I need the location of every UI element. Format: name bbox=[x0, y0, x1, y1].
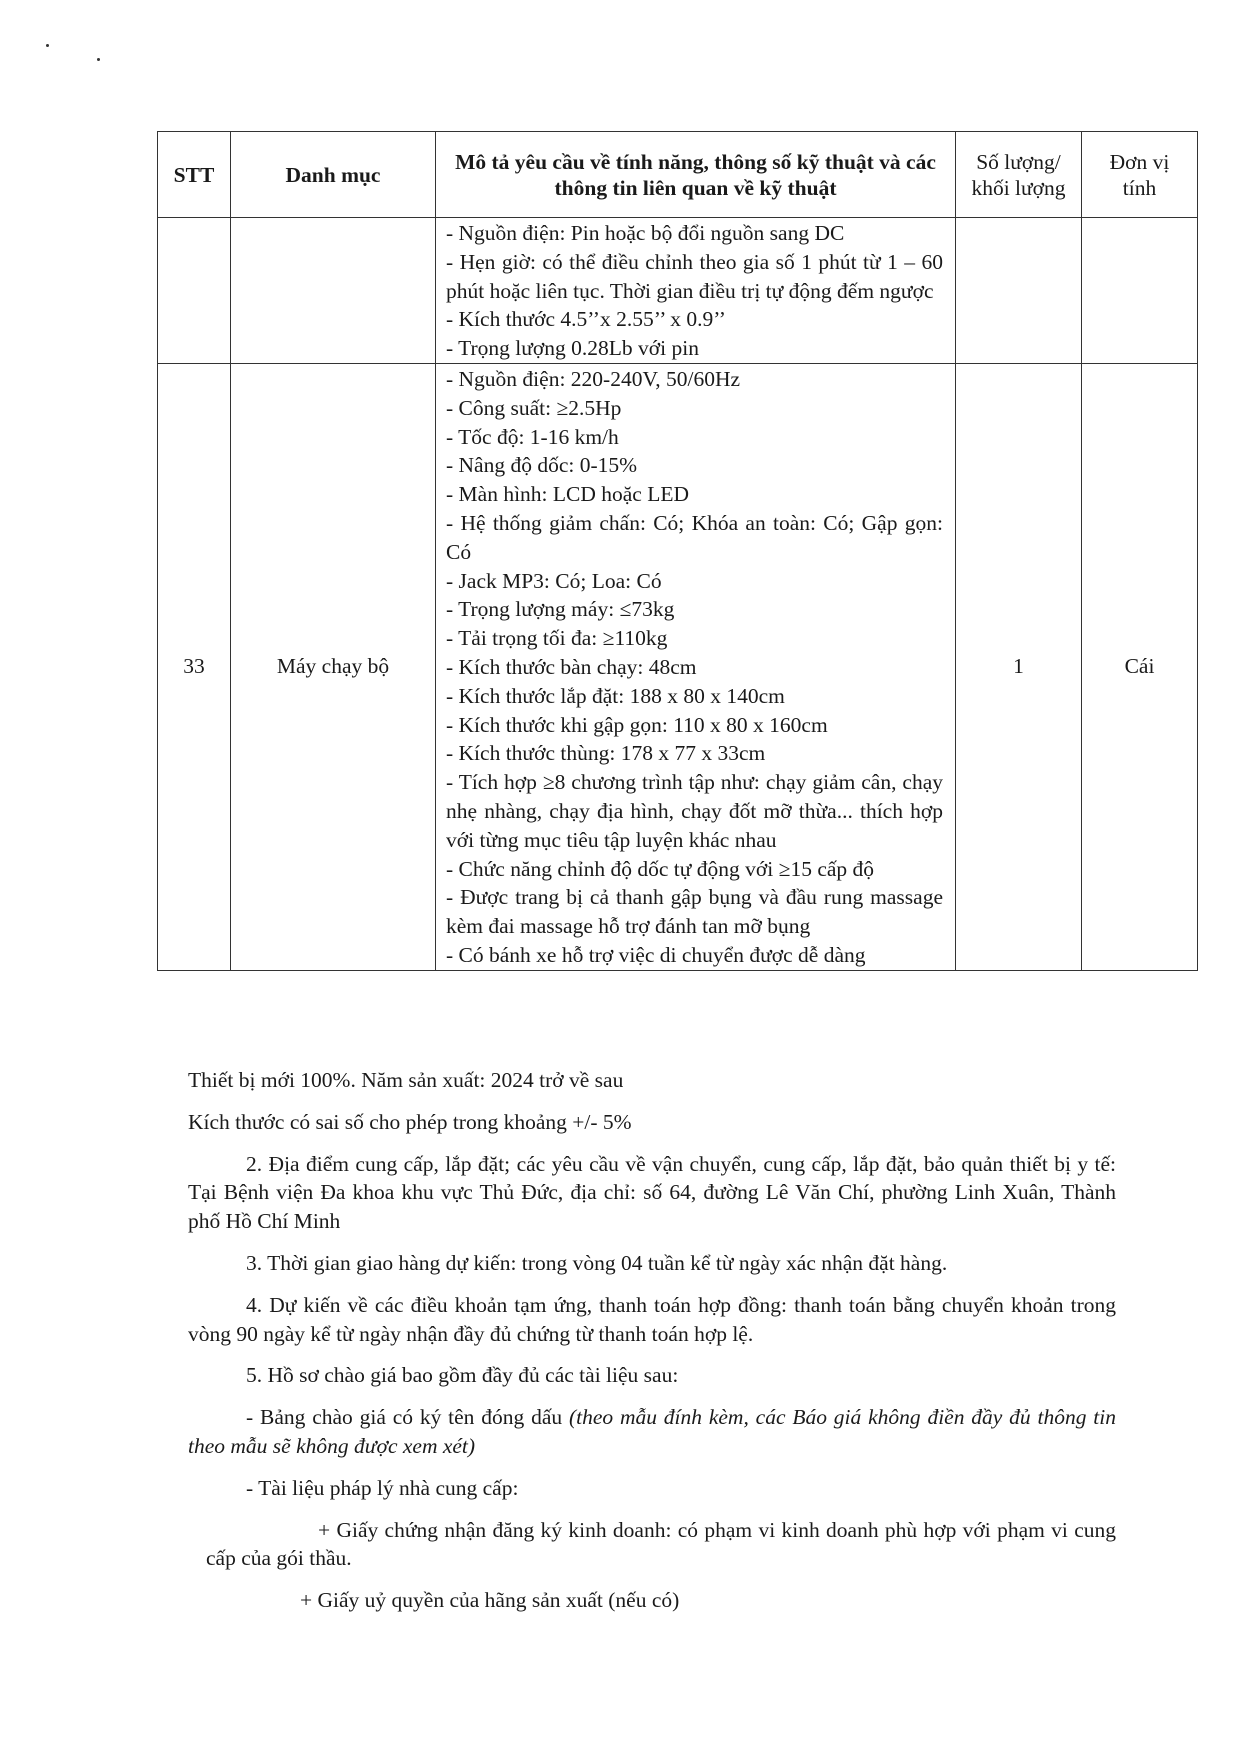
spec-line: - Hệ thống giảm chấn: Có; Khóa an toàn: Có; Gập gọn: Có bbox=[446, 510, 943, 564]
row-stt bbox=[158, 218, 231, 364]
row-unit bbox=[1082, 218, 1198, 364]
scan-speck bbox=[97, 58, 100, 61]
spec-line: - Công suất: ≥2.5Hp bbox=[446, 395, 622, 420]
header-category: Danh mục bbox=[231, 132, 436, 218]
table-header-row bbox=[158, 132, 1198, 218]
note-tolerance: Kích thước có sai số cho phép trong khoảng +/- 5% bbox=[188, 1109, 632, 1134]
table-row bbox=[158, 218, 1198, 364]
specification-table bbox=[157, 131, 1198, 971]
row-quantity bbox=[956, 218, 1082, 364]
spec-line: - Màn hình: LCD hoặc LED bbox=[446, 482, 690, 507]
row-stt: 33 bbox=[158, 363, 231, 970]
spec-line: - Nâng độ dốc: 0-15% bbox=[446, 453, 638, 478]
doc-quotation bbox=[188, 1403, 1116, 1461]
section-delivery-location: 2. Địa điểm cung cấp, lắp đặt; các yêu cầu về vận chuyển, cung cấp, lắp đặt, bảo quản thiết bị y tế: Tại Bệnh viện Đa khoa khu vực Thủ Đức, địa chỉ: số 64, đường Lê Văn Chí, phường Linh Xuân, Thành phố Hồ Chí Minh bbox=[188, 1151, 1116, 1234]
spec-line: - Kích thước thùng: 178 x 77 x 33cm bbox=[446, 741, 766, 766]
spec-line: - Tải trọng tối đa: ≥110kg bbox=[446, 626, 668, 651]
spec-line: - Tốc độ: 1-16 km/h bbox=[446, 424, 619, 449]
section-delivery-time: 3. Thời gian giao hàng dự kiến: trong vòng 04 tuần kể từ ngày xác nhận đặt hàng. bbox=[246, 1250, 948, 1275]
spec-line: - Kích thước 4.5’’x 2.55’’ x 0.9’’ bbox=[446, 307, 726, 332]
spec-line: - Trọng lượng 0.28Lb với pin bbox=[446, 336, 700, 361]
header-unit: Đơn vị tính bbox=[1082, 132, 1198, 218]
doc-authorization: + Giấy uỷ quyền của hãng sản xuất (nếu có) bbox=[300, 1588, 680, 1613]
header-description: Mô tả yêu cầu về tính năng, thông số kỹ thuật và các thông tin liên quan về kỹ thuật bbox=[436, 132, 956, 218]
spec-line: - Được trang bị cả thanh gập bụng và đầu rung massage kèm đai massage hỗ trợ đánh tan mỡ bụng bbox=[446, 885, 943, 939]
row-quantity: 1 bbox=[956, 363, 1082, 970]
spec-line: - Tích hợp ≥8 chương trình tập như: chạy giảm cân, chạy nhẹ nhàng, chạy địa hình, chạy đốt mỡ thừa... thích hợp với từng mục tiêu tập luyện khác nhau bbox=[446, 770, 943, 852]
spec-line: - Jack MP3: Có; Loa: Có bbox=[446, 568, 662, 593]
doc-business-license: + Giấy chứng nhận đăng ký kinh doanh: có phạm vi kinh doanh phù hợp với phạm vi cung cấp của gói thầu. bbox=[206, 1517, 1116, 1571]
row-description bbox=[436, 218, 956, 364]
spec-line: - Nguồn điện: Pin hoặc bộ đổi nguồn sang DC bbox=[446, 221, 845, 245]
row-unit: Cái bbox=[1082, 363, 1198, 970]
section-payment-terms: 4. Dự kiến về các điều khoản tạm ứng, thanh toán hợp đồng: thanh toán bằng chuyển khoản trong vòng 90 ngày kể từ ngày nhận đầy đủ chứng từ thanh toán hợp lệ. bbox=[188, 1292, 1116, 1346]
row-description bbox=[436, 363, 956, 970]
spec-line: - Hẹn giờ: có thể điều chỉnh theo gia số 1 phút từ 1 – 60 phút hoặc liên tục. Thời gian điều trị tự động đếm ngược bbox=[446, 249, 943, 303]
table-row bbox=[158, 363, 1198, 970]
note-new-equipment: Thiết bị mới 100%. Năm sản xuất: 2024 trở về sau bbox=[188, 1068, 624, 1092]
scan-speck bbox=[46, 44, 49, 47]
doc-legal: - Tài liệu pháp lý nhà cung cấp: bbox=[246, 1475, 519, 1500]
spec-line: - Kích thước bàn chạy: 48cm bbox=[446, 654, 697, 679]
doc-quotation-text: - Bảng chào giá có ký tên đóng dấu bbox=[246, 1405, 569, 1430]
notes-and-terms bbox=[188, 1066, 1116, 1628]
doc-quotation-note: (theo mẫu đính kèm, các Báo giá không điền đầy đủ thông tin theo mẫu sẽ không được xem xét) bbox=[188, 1405, 1116, 1458]
row-category: Máy chạy bộ bbox=[231, 363, 436, 970]
spec-line: - Kích thước khi gập gọn: 110 x 80 x 160cm bbox=[446, 712, 828, 737]
header-quantity: Số lượng/ khối lượng bbox=[956, 132, 1082, 218]
section-documents: 5. Hồ sơ chào giá bao gồm đầy đủ các tài liệu sau: bbox=[246, 1363, 679, 1388]
spec-line: - Kích thước lắp đặt: 188 x 80 x 140cm bbox=[446, 683, 785, 708]
header-stt: STT bbox=[158, 132, 231, 218]
row-category bbox=[231, 218, 436, 364]
spec-line: - Chức năng chỉnh độ dốc tự động với ≥15 cấp độ bbox=[446, 856, 875, 881]
spec-line: - Trọng lượng máy: ≤73kg bbox=[446, 597, 675, 622]
spec-line: - Nguồn điện: 220-240V, 50/60Hz bbox=[446, 366, 741, 391]
spec-line: - Có bánh xe hỗ trợ việc di chuyển được dễ dàng bbox=[446, 942, 866, 967]
